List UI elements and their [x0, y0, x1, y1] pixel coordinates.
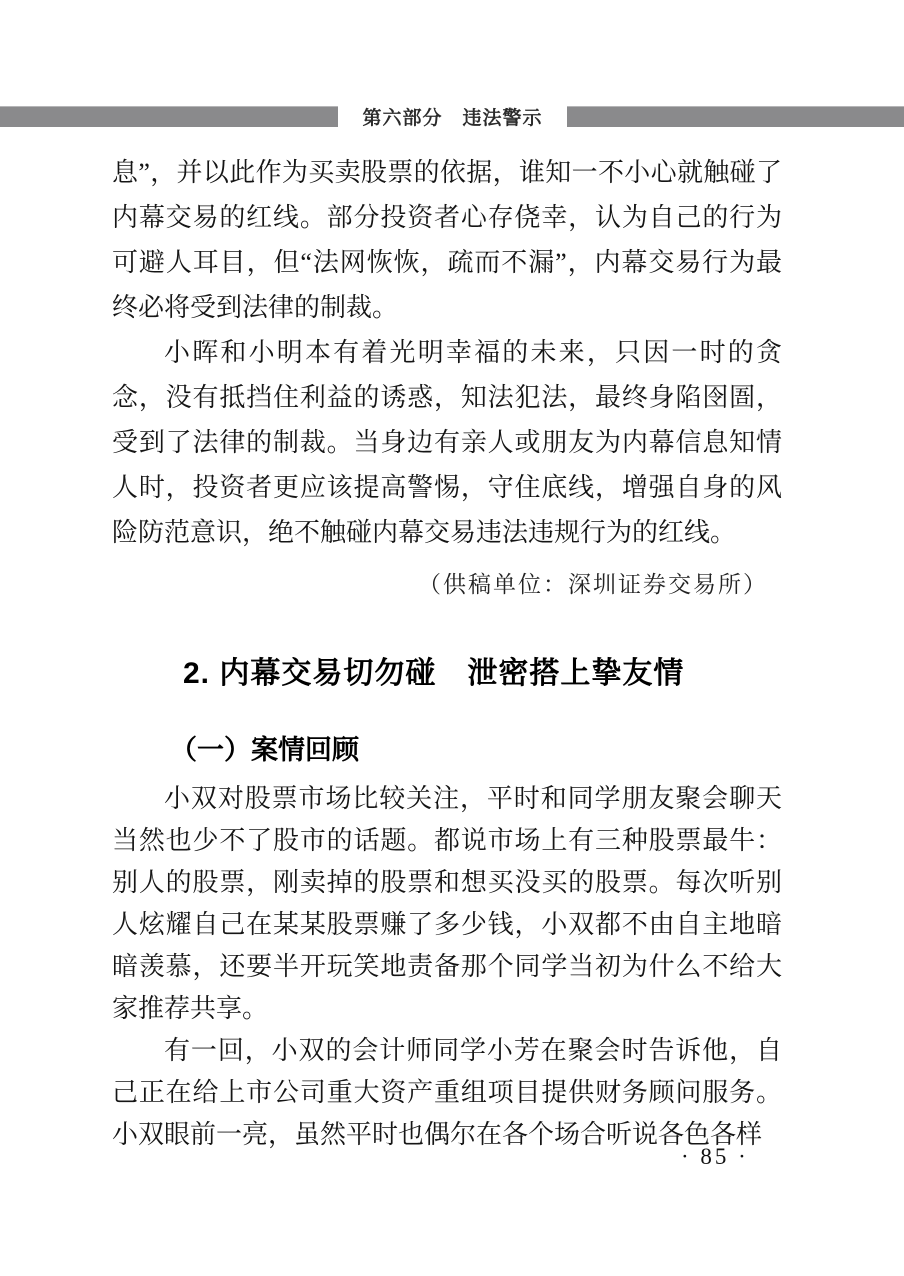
- paragraph-continuation: 息”，并以此作为买卖股票的依据，谁知一不小心就触碰了内幕交易的红线。部分投资者心存侥幸，认为自己的行为可避人耳目，但“法网恢恢，疏而不漏”，内幕交易行为最终必将受到法律的制裁。: [112, 158, 782, 322]
- section-body: [112, 778, 782, 1156]
- subsection-heading: （一）案情回顾: [170, 735, 359, 765]
- page-number: · 85 ·: [681, 1144, 749, 1169]
- header-rule-left: [0, 106, 338, 127]
- paragraph: 有一回，小双的会计师同学小芳在聚会时告诉他，自己正在给上市公司重大资产重组项目提供财务顾问服务。小双眼前一亮，虽然平时也偶尔在各个场合听说各色各样: [112, 1036, 782, 1149]
- paragraph: 小双对股票市场比较关注，平时和同学朋友聚会聊天当然也少不了股市的话题。都说市场上有三种股票最牛：别人的股票，刚卖掉的股票和想买没买的股票。每次听别人炫耀自己在某某股票赚了多少钱，小双都不由自主地暗暗羡慕，还要半开玩笑地责备那个同学当初为什么不给大家推荐共享。: [112, 784, 782, 1023]
- section-heading: 2. 内幕交易切勿碰 泄密搭上挚友情: [183, 657, 685, 690]
- text-column: [112, 150, 782, 1156]
- paragraph: 小晖和小明本有着光明幸福的未来，只因一时的贪念，没有抵挡住利益的诱惑，知法犯法，最终身陷囹圄，受到了法律的制裁。当身边有亲人或朋友为内幕信息知情人时，投资者更应该提高警惕，守住底线，增强自身的风险防范意识，绝不触碰内幕交易违法违规行为的红线。: [112, 338, 782, 547]
- header-rule-right: [567, 106, 904, 127]
- attribution-line: （供稿单位：深圳证券交易所）: [418, 572, 768, 597]
- running-header-title: 第六部分 违法警示: [362, 107, 543, 129]
- page-header: [0, 104, 904, 128]
